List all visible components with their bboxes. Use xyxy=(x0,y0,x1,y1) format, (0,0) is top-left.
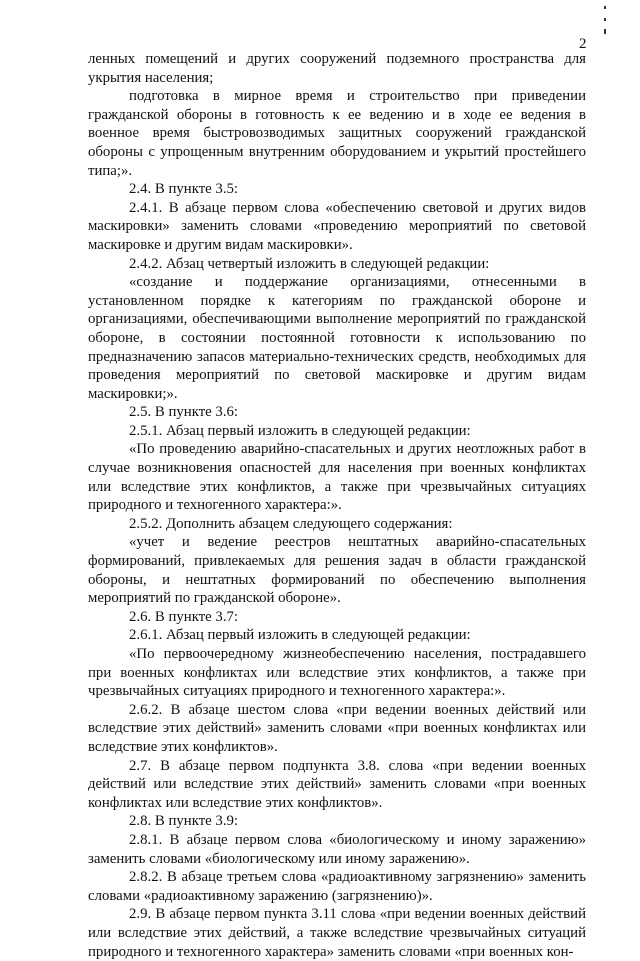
paragraph: 2.6.2. В абзаце шестом слова «при ведении военных действий или вследствие этих действий» заменить словами «при военных конфликтах или вследствие этих конфликтов». xyxy=(88,701,586,755)
document-body xyxy=(88,50,586,961)
paragraph: 2.8. В пункте 3.9: xyxy=(129,813,239,830)
paragraph: 2.4.1. В абзаце первом слова «обеспечению световой и других видов маскировки» заменить словами «проведению мероприятий по световой маскировке и другим видам маскировки». xyxy=(88,199,586,253)
paragraph: 2.8.2. В абзаце третьем слова «радиоактивному загрязнению» заменить словами «радиоактивному заражению (загрязнению)». xyxy=(88,869,586,904)
paragraph: подготовка в мирное время и строительство при приведении гражданской обороны в готовность к ее ведению и в ходе ее ведения в военное время быстровозводимых защитных сооружений гражданской обороны с упрощенным внутренним оборудованием и укрытий простейшего типа;». xyxy=(88,88,586,179)
paragraph: «создание и поддержание организациями, отнесенными в установленном порядке к категориям по гражданской обороне и организациями, обеспечивающими выполнение мероприятий по гражданской обороне, в состоянии постоянной готовности к использованию по предназначению запасов материально-технических средств, необходимых для проведения мероприятий по световой маскировке и другим видам маскировки;». xyxy=(88,274,586,402)
paragraph: «По проведению аварийно-спасательных и других неотложных работ в случае возникновения опасностей для населения при военных конфликтах или вследствие этих конфликтов, а также при чрезвычайных ситуациях природного и техногенного характера:». xyxy=(88,441,586,514)
paragraph: 2.8.1. В абзаце первом слова «биологическому и иному заражению» заменить словами «биологическому или иному заражению». xyxy=(88,831,586,867)
page-number: 2 xyxy=(579,36,587,52)
paragraph: 2.7. В абзаце первом подпункта 3.8. слова «при ведении военных действий или вследствие этих действий» заменить словами «при военных конфликтах или вследствие этих конфликтов». xyxy=(88,757,586,811)
paragraph: 2.9. В абзаце первом пункта 3.11 слова «при ведении военных действий или вследствие этих действий, а также вследствие чрезвычайных ситуаций природного и техногенного характера» заменить словами «при военных кон- xyxy=(88,906,586,960)
paragraph: 2.4. В пункте 3.5: xyxy=(129,181,239,198)
paragraph: 2.5.2. Дополнить абзацем следующего содержания: xyxy=(129,515,453,532)
scan-mark xyxy=(604,29,606,34)
paragraph: 2.4.2. Абзац четвертый изложить в следующей редакции: xyxy=(129,255,490,272)
scan-mark xyxy=(604,18,606,21)
paragraph: 2.5. В пункте 3.6: xyxy=(129,404,239,421)
paragraph: 2.6.1. Абзац первый изложить в следующей редакции: xyxy=(129,627,471,644)
paragraph: «По первоочередному жизнеобеспечению населения, пострадавшего при военных конфликтах или вследствие этих конфликтов, а также при чрезвычайных ситуациях природного и техногенного характера:». xyxy=(88,646,586,700)
paragraph: 2.6. В пункте 3.7: xyxy=(129,608,239,625)
paragraph: «учет и ведение реестров нештатных аварийно-спасательных формирований, привлекаемых для решения задач в области гражданской обороны, и нештатных формирований по обеспечению выполнения мероприятий по гражданской обороне». xyxy=(88,534,586,607)
paragraph: 2.5.1. Абзац первый изложить в следующей редакции: xyxy=(129,422,471,439)
scan-mark xyxy=(604,6,606,9)
paragraph: ленных помещений и других сооружений подземного пространства для укрытия населения; xyxy=(88,51,586,86)
